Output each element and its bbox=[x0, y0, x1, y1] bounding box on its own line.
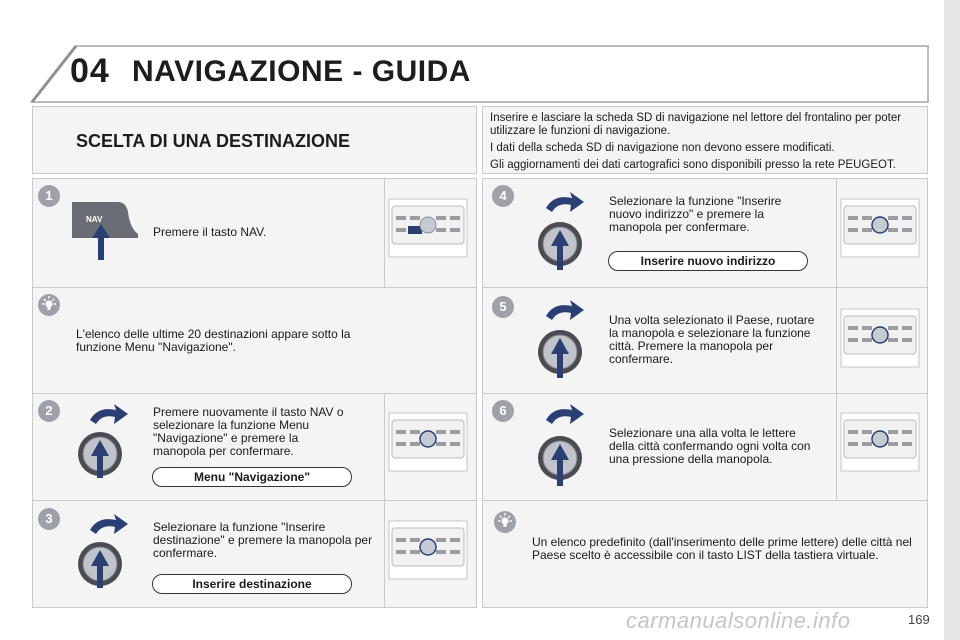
divider bbox=[482, 500, 928, 501]
radio-unit-icon bbox=[840, 308, 920, 368]
step-badge-5: 5 bbox=[492, 296, 514, 318]
radio-unit-icon bbox=[388, 520, 468, 580]
step-1-text: Premere il tasto NAV. bbox=[153, 225, 267, 239]
separator bbox=[384, 393, 385, 608]
info-line: Inserire e lasciare la scheda SD di navigazione nel lettore del frontalino per poter utilizzare le funzioni di navigazione. bbox=[490, 112, 902, 137]
knob-icon bbox=[530, 404, 596, 488]
step-badge-2: 2 bbox=[38, 400, 60, 422]
lightbulb-icon bbox=[493, 510, 517, 534]
info-text bbox=[490, 112, 930, 176]
radio-unit-icon bbox=[840, 412, 920, 472]
step-badge-6: 6 bbox=[492, 400, 514, 422]
step-2-text: Premere nuovamente il tasto NAV o selezionare la funzione Menu "Navigazione" e premere la manopola per confermare. bbox=[153, 405, 344, 458]
section-title: SCELTA DI UNA DESTINAZIONE bbox=[76, 131, 350, 151]
knob-icon bbox=[74, 514, 140, 590]
inserire-destinazione-pill: Inserire destinazione bbox=[152, 574, 352, 594]
side-bar bbox=[944, 0, 960, 640]
divider bbox=[32, 287, 477, 288]
tip-1-text: L'elenco delle ultime 20 destinazioni appare sotto la funzione Menu "Navigazione". bbox=[76, 327, 351, 354]
radio-unit-icon bbox=[388, 412, 468, 472]
divider bbox=[482, 393, 928, 394]
step-6-text: Selezionare una alla volta le lettere della città confermando ogni volta con una pressione della manopola. bbox=[609, 426, 811, 466]
radio-unit-icon bbox=[840, 198, 920, 258]
knob-icon bbox=[530, 192, 596, 272]
info-line: I dati della scheda SD di navigazione non devono essere modificati. bbox=[490, 142, 835, 154]
step-badge-3: 3 bbox=[38, 508, 60, 530]
divider bbox=[32, 500, 477, 501]
step-badge-1: 1 bbox=[38, 185, 60, 207]
step-badge-4: 4 bbox=[492, 185, 514, 207]
lightbulb-icon bbox=[37, 293, 61, 317]
knob-icon bbox=[530, 300, 596, 380]
step-4-text: Selezionare la funzione "Inserire nuovo indirizzo" e premere la manopola per confermare. bbox=[609, 194, 782, 234]
divider bbox=[482, 287, 928, 288]
page-title: NAVIGAZIONE - GUIDA bbox=[132, 55, 471, 88]
page-number: 169 bbox=[908, 612, 930, 627]
svg-text:NAV: NAV bbox=[86, 215, 103, 224]
chapter-number: 04 bbox=[70, 52, 110, 90]
separator bbox=[836, 178, 837, 500]
info-line: Gli aggiornamenti dei dati cartografici sono disponibili presso la rete PEUGEOT. bbox=[490, 159, 896, 171]
tip-2-text: Un elenco predefinito (dall'inserimento delle prime lettere) delle città nel Paese scelto è accessibile con il tasto LIST della tastiera virtuale. bbox=[532, 535, 912, 562]
step-3-text: Selezionare la funzione "Inserire destinazione" e premere la manopola per confermare. bbox=[153, 520, 373, 560]
radio-unit-icon bbox=[388, 198, 468, 258]
step-5-text: Una volta selezionato il Paese, ruotare la manopola e selezionare la funzione città. Premere la manopola per confermare. bbox=[609, 313, 815, 366]
nav-button-icon bbox=[70, 198, 140, 262]
watermark: carmanualsonline.info bbox=[626, 608, 851, 633]
inserire-nuovo-indirizzo-pill: Inserire nuovo indirizzo bbox=[608, 251, 808, 271]
divider bbox=[32, 393, 477, 394]
knob-icon bbox=[74, 404, 140, 480]
separator bbox=[384, 178, 385, 287]
menu-navigazione-pill: Menu "Navigazione" bbox=[152, 467, 352, 487]
